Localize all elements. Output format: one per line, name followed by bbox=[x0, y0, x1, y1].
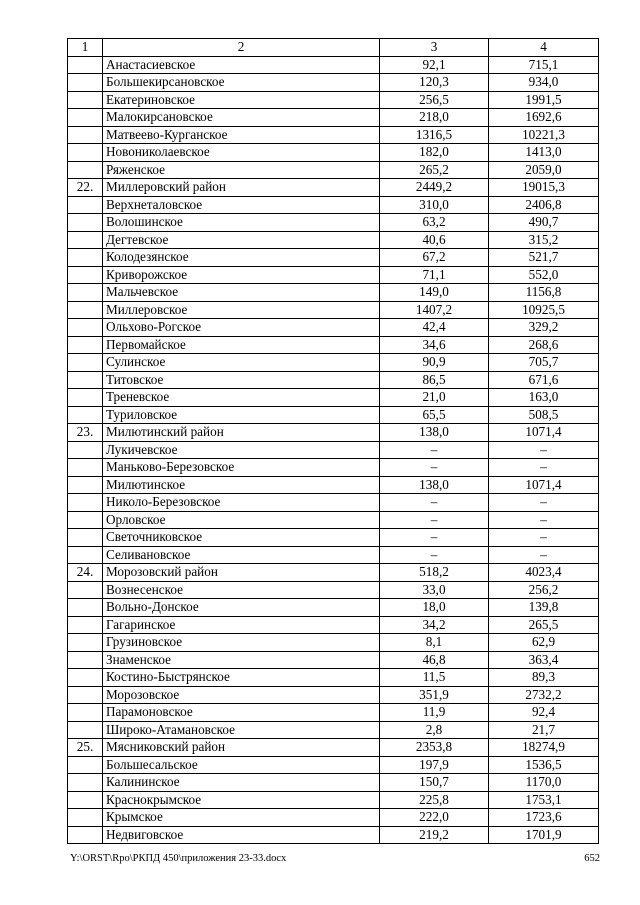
row-value-col4: 268,6 bbox=[489, 336, 599, 354]
header-col-2: 2 bbox=[103, 39, 380, 57]
row-number bbox=[68, 249, 103, 267]
row-name: Орловское bbox=[103, 511, 380, 529]
table-row bbox=[68, 336, 599, 354]
table-row bbox=[68, 301, 599, 319]
row-value-col4: 521,7 bbox=[489, 249, 599, 267]
table-row bbox=[68, 266, 599, 284]
row-value-col4: – bbox=[489, 529, 599, 547]
row-name: Лукичевское bbox=[103, 441, 380, 459]
row-value-col3: 120,3 bbox=[380, 74, 489, 92]
row-value-col3: 256,5 bbox=[380, 91, 489, 109]
row-name: Вольно-Донское bbox=[103, 599, 380, 617]
row-number: 22. bbox=[68, 179, 103, 197]
table-row bbox=[68, 546, 599, 564]
row-name: Широко-Атамановское bbox=[103, 721, 380, 739]
row-value-col4: 329,2 bbox=[489, 319, 599, 337]
table-row bbox=[68, 686, 599, 704]
row-value-col3: 1316,5 bbox=[380, 126, 489, 144]
row-value-col3: 34,2 bbox=[380, 616, 489, 634]
row-value-col4: – bbox=[489, 494, 599, 512]
row-value-col4: 163,0 bbox=[489, 389, 599, 407]
table-row bbox=[68, 599, 599, 617]
table-row bbox=[68, 809, 599, 827]
row-value-col3: – bbox=[380, 459, 489, 477]
table-row bbox=[68, 511, 599, 529]
row-value-col4: 315,2 bbox=[489, 231, 599, 249]
row-number bbox=[68, 91, 103, 109]
row-value-col3: 8,1 bbox=[380, 634, 489, 652]
row-number: 23. bbox=[68, 424, 103, 442]
row-value-col3: 33,0 bbox=[380, 581, 489, 599]
row-value-col4: 4023,4 bbox=[489, 564, 599, 582]
row-value-col3: 67,2 bbox=[380, 249, 489, 267]
row-name: Селивановское bbox=[103, 546, 380, 564]
row-value-col4: 1692,6 bbox=[489, 109, 599, 127]
row-value-col4: 705,7 bbox=[489, 354, 599, 372]
row-number bbox=[68, 721, 103, 739]
row-number bbox=[68, 599, 103, 617]
table-row bbox=[68, 494, 599, 512]
row-value-col3: – bbox=[380, 546, 489, 564]
row-value-col3: 265,2 bbox=[380, 161, 489, 179]
row-value-col4: 21,7 bbox=[489, 721, 599, 739]
row-value-col3: 2353,8 bbox=[380, 739, 489, 757]
row-name: Костино-Быстрянское bbox=[103, 669, 380, 687]
row-number bbox=[68, 826, 103, 844]
row-value-col3: 90,9 bbox=[380, 354, 489, 372]
row-name: Знаменское bbox=[103, 651, 380, 669]
table-header-row bbox=[68, 39, 599, 57]
row-name: Морозовский район bbox=[103, 564, 380, 582]
row-value-col3: 71,1 bbox=[380, 266, 489, 284]
row-value-col3: 11,5 bbox=[380, 669, 489, 687]
row-number bbox=[68, 686, 103, 704]
row-value-col3: – bbox=[380, 441, 489, 459]
row-name: Милютинское bbox=[103, 476, 380, 494]
row-name: Первомайское bbox=[103, 336, 380, 354]
row-value-col4: – bbox=[489, 459, 599, 477]
table-row bbox=[68, 371, 599, 389]
row-name: Мальчевское bbox=[103, 284, 380, 302]
row-name: Треневское bbox=[103, 389, 380, 407]
row-name: Большесальское bbox=[103, 756, 380, 774]
row-name: Николо-Березовское bbox=[103, 494, 380, 512]
row-name: Недвиговское bbox=[103, 826, 380, 844]
row-number bbox=[68, 109, 103, 127]
row-number bbox=[68, 774, 103, 792]
row-value-col3: 219,2 bbox=[380, 826, 489, 844]
row-number bbox=[68, 196, 103, 214]
header-col-1: 1 bbox=[68, 39, 103, 57]
table-row bbox=[68, 74, 599, 92]
row-number bbox=[68, 231, 103, 249]
row-value-col4: 265,5 bbox=[489, 616, 599, 634]
row-value-col3: 518,2 bbox=[380, 564, 489, 582]
row-value-col3: 222,0 bbox=[380, 809, 489, 827]
row-value-col3: 197,9 bbox=[380, 756, 489, 774]
row-value-col3: 92,1 bbox=[380, 56, 489, 74]
row-value-col3: 149,0 bbox=[380, 284, 489, 302]
table-row bbox=[68, 441, 599, 459]
row-number bbox=[68, 494, 103, 512]
row-name: Миллеровский район bbox=[103, 179, 380, 197]
table-row bbox=[68, 739, 599, 757]
row-number bbox=[68, 651, 103, 669]
row-value-col3: 63,2 bbox=[380, 214, 489, 232]
row-name: Криворожское bbox=[103, 266, 380, 284]
row-name: Калининское bbox=[103, 774, 380, 792]
row-value-col4: 1156,8 bbox=[489, 284, 599, 302]
row-number bbox=[68, 669, 103, 687]
row-value-col4: 1753,1 bbox=[489, 791, 599, 809]
row-name: Милютинский район bbox=[103, 424, 380, 442]
row-value-col4: 2732,2 bbox=[489, 686, 599, 704]
row-number bbox=[68, 266, 103, 284]
table-row bbox=[68, 791, 599, 809]
row-number bbox=[68, 161, 103, 179]
table-row bbox=[68, 581, 599, 599]
row-value-col4: 1413,0 bbox=[489, 144, 599, 162]
row-number bbox=[68, 791, 103, 809]
table-row bbox=[68, 249, 599, 267]
row-value-col4: 89,3 bbox=[489, 669, 599, 687]
row-name: Малокирсановское bbox=[103, 109, 380, 127]
row-number: 25. bbox=[68, 739, 103, 757]
row-name: Туриловское bbox=[103, 406, 380, 424]
row-value-col3: 138,0 bbox=[380, 424, 489, 442]
table-row bbox=[68, 459, 599, 477]
row-number bbox=[68, 581, 103, 599]
row-name: Сулинское bbox=[103, 354, 380, 372]
table-row bbox=[68, 704, 599, 722]
row-value-col3: 46,8 bbox=[380, 651, 489, 669]
row-name: Грузиновское bbox=[103, 634, 380, 652]
data-table bbox=[67, 38, 599, 844]
table-row bbox=[68, 354, 599, 372]
row-value-col3: 182,0 bbox=[380, 144, 489, 162]
row-value-col4: 1071,4 bbox=[489, 476, 599, 494]
row-name: Анастасиевское bbox=[103, 56, 380, 74]
row-value-col3: 150,7 bbox=[380, 774, 489, 792]
row-name: Екатериновское bbox=[103, 91, 380, 109]
row-value-col4: 490,7 bbox=[489, 214, 599, 232]
row-name: Вознесенское bbox=[103, 581, 380, 599]
table-row bbox=[68, 651, 599, 669]
row-number bbox=[68, 616, 103, 634]
row-value-col3: 2,8 bbox=[380, 721, 489, 739]
table-row bbox=[68, 284, 599, 302]
table-row bbox=[68, 144, 599, 162]
row-number bbox=[68, 389, 103, 407]
table-row bbox=[68, 319, 599, 337]
row-number bbox=[68, 529, 103, 547]
row-name: Крымское bbox=[103, 809, 380, 827]
row-name: Матвеево-Курганское bbox=[103, 126, 380, 144]
row-value-col3: 138,0 bbox=[380, 476, 489, 494]
row-value-col4: – bbox=[489, 441, 599, 459]
row-number bbox=[68, 284, 103, 302]
row-number bbox=[68, 756, 103, 774]
row-name: Колодезянское bbox=[103, 249, 380, 267]
row-value-col4: 18274,9 bbox=[489, 739, 599, 757]
row-name: Гагаринское bbox=[103, 616, 380, 634]
row-name: Новониколаевское bbox=[103, 144, 380, 162]
row-value-col4: 2059,0 bbox=[489, 161, 599, 179]
row-value-col3: 40,6 bbox=[380, 231, 489, 249]
row-value-col3: 351,9 bbox=[380, 686, 489, 704]
row-value-col3: – bbox=[380, 511, 489, 529]
footer-page-number: 652 bbox=[584, 853, 600, 864]
row-value-col3: 86,5 bbox=[380, 371, 489, 389]
row-value-col3: 65,5 bbox=[380, 406, 489, 424]
table-row bbox=[68, 179, 599, 197]
row-name: Маньково-Березовское bbox=[103, 459, 380, 477]
table-row bbox=[68, 756, 599, 774]
row-number bbox=[68, 809, 103, 827]
row-value-col4: 1991,5 bbox=[489, 91, 599, 109]
row-value-col3: 18,0 bbox=[380, 599, 489, 617]
table-row bbox=[68, 214, 599, 232]
row-name: Верхнеталовское bbox=[103, 196, 380, 214]
row-value-col4: 1536,5 bbox=[489, 756, 599, 774]
table-row bbox=[68, 56, 599, 74]
table-row bbox=[68, 424, 599, 442]
row-name: Миллеровское bbox=[103, 301, 380, 319]
row-number bbox=[68, 546, 103, 564]
row-value-col4: 19015,3 bbox=[489, 179, 599, 197]
row-number bbox=[68, 406, 103, 424]
row-value-col3: 42,4 bbox=[380, 319, 489, 337]
row-name: Волошинское bbox=[103, 214, 380, 232]
row-value-col4: 934,0 bbox=[489, 74, 599, 92]
table-row bbox=[68, 476, 599, 494]
row-value-col4: 671,6 bbox=[489, 371, 599, 389]
row-number bbox=[68, 336, 103, 354]
table-row bbox=[68, 774, 599, 792]
row-number bbox=[68, 459, 103, 477]
row-value-col4: – bbox=[489, 546, 599, 564]
row-value-col4: 1071,4 bbox=[489, 424, 599, 442]
row-value-col3: 1407,2 bbox=[380, 301, 489, 319]
row-number bbox=[68, 371, 103, 389]
row-value-col4: 552,0 bbox=[489, 266, 599, 284]
row-number bbox=[68, 126, 103, 144]
table-row bbox=[68, 196, 599, 214]
row-name: Парамоновское bbox=[103, 704, 380, 722]
row-value-col3: – bbox=[380, 494, 489, 512]
row-name: Морозовское bbox=[103, 686, 380, 704]
row-value-col4: 10925,5 bbox=[489, 301, 599, 319]
row-name: Краснокрымское bbox=[103, 791, 380, 809]
row-value-col4: 1701,9 bbox=[489, 826, 599, 844]
row-value-col3: 225,8 bbox=[380, 791, 489, 809]
row-value-col4: 2406,8 bbox=[489, 196, 599, 214]
row-number bbox=[68, 319, 103, 337]
table-row bbox=[68, 616, 599, 634]
footer-file-path: Y:\ORST\Rpo\РКПД 450\приложения 23-33.docx bbox=[70, 853, 287, 864]
table-row bbox=[68, 91, 599, 109]
row-number bbox=[68, 511, 103, 529]
table-row bbox=[68, 634, 599, 652]
header-col-3: 3 bbox=[380, 39, 489, 57]
row-name: Дегтевское bbox=[103, 231, 380, 249]
row-name: Ольхово-Рогское bbox=[103, 319, 380, 337]
table-row bbox=[68, 109, 599, 127]
table-row bbox=[68, 564, 599, 582]
table-row bbox=[68, 389, 599, 407]
row-value-col3: – bbox=[380, 529, 489, 547]
row-number bbox=[68, 354, 103, 372]
row-name: Титовское bbox=[103, 371, 380, 389]
header-col-4: 4 bbox=[489, 39, 599, 57]
row-value-col4: 1723,6 bbox=[489, 809, 599, 827]
row-value-col4: 139,8 bbox=[489, 599, 599, 617]
table-row bbox=[68, 126, 599, 144]
table-row bbox=[68, 529, 599, 547]
row-name: Большекирсановское bbox=[103, 74, 380, 92]
row-value-col3: 2449,2 bbox=[380, 179, 489, 197]
row-value-col4: 10221,3 bbox=[489, 126, 599, 144]
row-value-col4: 92,4 bbox=[489, 704, 599, 722]
row-value-col3: 21,0 bbox=[380, 389, 489, 407]
table-body bbox=[68, 39, 599, 844]
row-name: Ряженское bbox=[103, 161, 380, 179]
row-value-col3: 34,6 bbox=[380, 336, 489, 354]
table-row bbox=[68, 669, 599, 687]
row-number bbox=[68, 144, 103, 162]
row-number bbox=[68, 74, 103, 92]
table-row bbox=[68, 161, 599, 179]
row-number: 24. bbox=[68, 564, 103, 582]
table-row bbox=[68, 826, 599, 844]
row-number bbox=[68, 301, 103, 319]
row-number bbox=[68, 704, 103, 722]
row-value-col3: 11,9 bbox=[380, 704, 489, 722]
row-value-col3: 310,0 bbox=[380, 196, 489, 214]
row-value-col4: 256,2 bbox=[489, 581, 599, 599]
row-value-col4: 508,5 bbox=[489, 406, 599, 424]
row-value-col4: 715,1 bbox=[489, 56, 599, 74]
row-number bbox=[68, 476, 103, 494]
row-number bbox=[68, 56, 103, 74]
row-number bbox=[68, 441, 103, 459]
row-value-col4: 363,4 bbox=[489, 651, 599, 669]
row-value-col3: 218,0 bbox=[380, 109, 489, 127]
table-row bbox=[68, 231, 599, 249]
table-row bbox=[68, 721, 599, 739]
table-row bbox=[68, 406, 599, 424]
row-value-col4: 1170,0 bbox=[489, 774, 599, 792]
row-value-col4: 62,9 bbox=[489, 634, 599, 652]
row-name: Мясниковский район bbox=[103, 739, 380, 757]
row-value-col4: – bbox=[489, 511, 599, 529]
row-number bbox=[68, 634, 103, 652]
row-name: Светочниковское bbox=[103, 529, 380, 547]
row-number bbox=[68, 214, 103, 232]
